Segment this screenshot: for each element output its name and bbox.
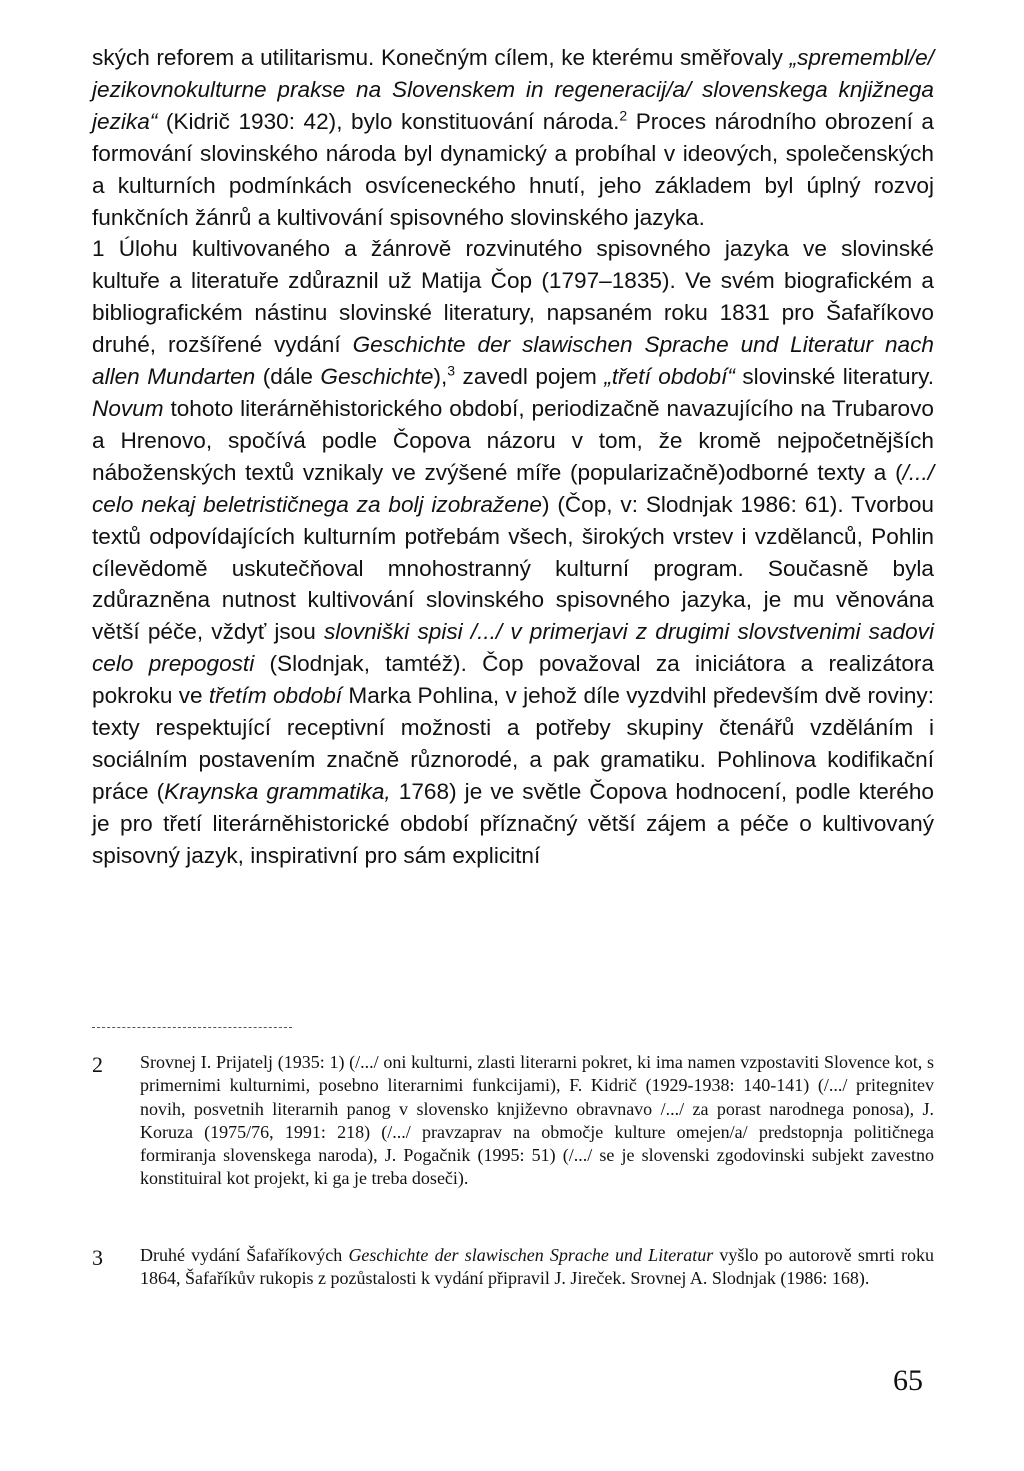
text-run: 1768) je ve světle Čopova hodnocení, podle kterého je pro třetí literárněhistorické období příznačný větší zájem a péče o kultivovaný spisovný jazyk, inspirativní pro sám explicitní [92,778,934,868]
text-run: slovinské literatury. [734,364,935,390]
book-title: Geschichte der slawischen Sprache und Literatur [348,1245,714,1265]
paragraph-1 [92,42,934,233]
footnote-3 [92,1244,934,1291]
text-run: ských reforem a utilitarismu. Konečným cílem, ke kterému směřovaly [92,45,790,70]
footnote-text: Srovnej I. Prijatelj (1935: 1) (/.../ oni kulturni, zlasti literarni pokret, ki ima namen vzpostaviti Slovence kot, s primernimi kulturnimi, posebno literarnimi funkcijami), F. Kidrič (1929-1938: 140-141) (/.../ pritegnitev novih, posvetnih literarnih panog v slovensko književno obravnavo /.../ za porast narodnega ponosa), J. Koruza (1975/76, 1991: 218) (/.../ pravzaprav na območje kulture omejen/a/ predstopnja političnega formiranja slovenskega naroda), J. Pogačnik (1995: 51) (/.../ se je slovenski zgodovinski subjekt zavestno konstituiral kot projekt, ki ga je treba doseči). [140,1052,934,1189]
footnote-separator [92,1027,292,1028]
text-run: tohoto literárněhistorického období, periodizačně navazujícího na Trubarovo a Hrenovo, spočívá podle Čopova názoru v tom, že kromě nejpočetnějších náboženských textů vznikaly ve zvýšené míře (popularizačně)odborné texty a ( [92,395,934,485]
book-title-grammatika: Kraynska grammatika, [164,778,391,804]
text-run: (dále [255,364,321,390]
text-run: vyšlo po autorově smrti roku 1864, Šafaříkův rukopis z pozůstalosti k vydání připravil J. Jireček. Srovnej A. Slodnjak (1986: 168). [140,1245,934,1289]
paragraph-2 [92,233,934,871]
term-novum: Novum [92,395,164,421]
text-run: ), [433,364,448,390]
footnote-ref-2[interactable]: 2 [619,107,628,124]
text-run: (Kidrič 1930: 42), bylo konstituování národa. [157,108,620,134]
footnote-number: 2 [92,1052,103,1077]
page-number: 65 [893,1364,923,1397]
text-run: Marka Pohlina, v jehož díle vyzdvihl především dvě roviny: texty respektující receptivní možnosti a potřeby skupiny čtenářů vzděláním i sociálním postavením značně různorodé, a pak gramatiku. Pohlinova kodifikační práce ( [92,683,935,804]
text-run: ) (Čop, v: Slodnjak 1986: 61). Tvorbou textů odpovídajících kulturním potřebám všech, širokých vrstev i vzdělanců, Pohlin cílevědomě uskutečňoval mnohostranný kulturní program. Současně byla zdůrazněna nutnost kultivování slovinského spisovného jazyka, je mu věnována větší péče, vždyť jsou [92,491,934,645]
text-run: 1 Úlohu kultivovaného a žánrově rozvinutého spisovného jazyka ve slovinské kultuře a literatuře zdůraznil už Matija Čop (1797–1835). Ve svém biografickém a bibliografickém nástinu slovinské literatury, napsaném roku 1831 pro Šafaříkovo druhé, rozšířené vydání [92,236,934,358]
term-treti-obdobi: „třetí období“ [604,364,735,390]
footnote-ref-3[interactable]: 3 [447,362,456,379]
quoted-slovene-text: /.../ celo nekaj beletrističnega za bolj izobražene [92,459,934,517]
quoted-slovene-text: slovniški spisi /.../ v primerjavi z drugimi slovstvenimi sadovi celo prepogosti [92,619,934,677]
footnote-number: 3 [92,1245,103,1270]
book-title-short: Geschichte [320,364,434,390]
text-run: Proces národního obrození a formování slovinského národa byl dynamický a probíhal v ideových, společenských a kulturních podmínkách osvíceneckého hnutí, jeho základem byl úplný rozvoj funkčních žánrů a kultivování spisovného slovinského jazyka. [92,108,934,230]
main-text [92,42,934,872]
text-run: zavedl pojem [455,364,605,390]
text-run: Druhé vydání Šafaříkových [140,1245,349,1265]
text-run: (Slodnjak, tamtéž). Čop považoval za iniciátora a realizátora pokroku ve [92,651,934,709]
footnote-2 [92,1051,934,1191]
quoted-slovene-text: „spremembl/e/ jezikovnokulturne prakse na Slovenskem in regeneracij/a/ slovenskega knjižnega jezika“ [92,45,934,134]
term-tretim-obdobi: třetím období [208,683,343,709]
footnote-text [140,1244,934,1291]
book-title: Geschichte der slawischen Sprache und Literatur nach allen Mundarten [92,332,934,390]
